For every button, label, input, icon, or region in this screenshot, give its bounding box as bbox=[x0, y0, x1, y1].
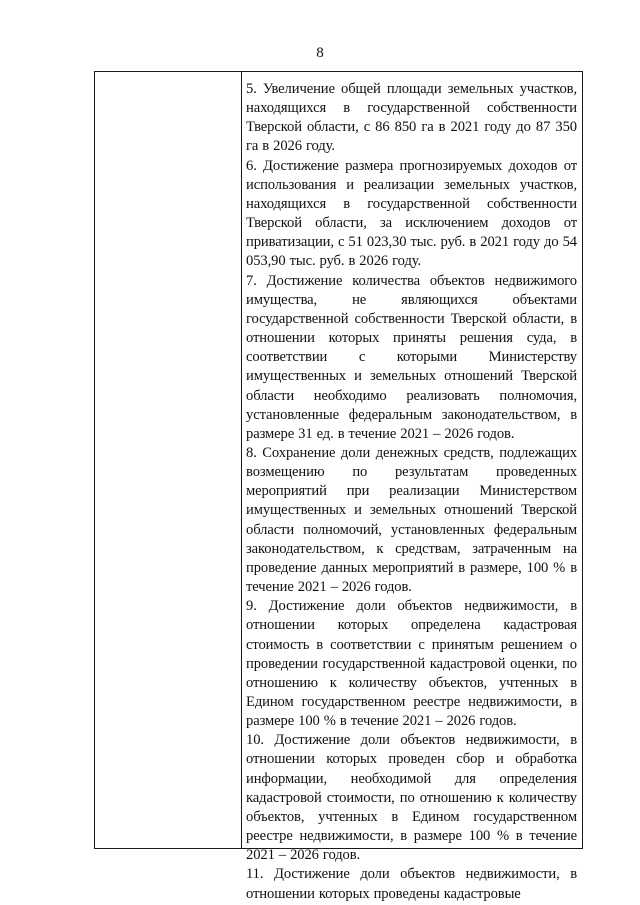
table-left-cell bbox=[95, 72, 242, 848]
target-indicator-6: 6. Достижение размера прогнозируемых доходов от использования и реализации земельных участков, находящихся в государственной собственности Тверской области, за исключением доходов от приватизации, с 51 023,30 тыс. руб. в 2021 году до 54 053,90 тыс. руб. в 2026 году. bbox=[246, 157, 577, 270]
page-number: 8 bbox=[316, 45, 324, 61]
target-indicator-11: 11. Достижение доли объектов недвижимости, в отношении которых проведены кадастровые bbox=[246, 866, 577, 902]
target-indicator-7: 7. Достижение количества объектов недвижимого имущества, не являющихся объектами государственной собственности Тверской области, в отношении которых приняты решения суда, в соответствии с которыми Министерству имущественных и земельных отношений Тверской области необходимо реализовать полномочия, установленные федеральным законодательством, в размере 31 ед. в течение 2021 – 2026 годов. bbox=[246, 272, 577, 442]
target-indicator-8: 8. Сохранение доли денежных средств, подлежащих возмещению по результатам проведенных мероприятий при реализации Министерством имущественных и земельных отношений Тверской области полномочий, установленных федеральным законодательством, к средствам, затраченным на проведение данных мероприятий в размере, 100 % в течение 2021 – 2026 годов. bbox=[246, 444, 577, 596]
table-right-cell bbox=[246, 80, 577, 904]
target-indicator-5: 5. Увеличение общей площади земельных участков, находящихся в государственной собственности Тверской области, с 86 850 га в 2021 году до 87 350 га в 2026 году. bbox=[246, 81, 577, 155]
target-indicator-10: 10. Достижение доли объектов недвижимости, в отношении которых проведен сбор и обработка информации, необходимой для определения кадастровой стоимости, по отношению к количеству объектов, учтенных в Едином государственном реестре недвижимости, в размере 100 % в течение 2021 – 2026 годов. bbox=[246, 732, 577, 864]
document-table bbox=[94, 71, 583, 902]
target-indicator-9: 9. Достижение доли объектов недвижимости, в отношении которых определена кадастровая стоимость в соответствии с принятым решением о проведении государственной кадастровой оценки, по отношению к количеству объектов, учтенных в Едином государственном реестре недвижимости, в размере 100 % в течение 2021 – 2026 годов. bbox=[246, 598, 577, 730]
